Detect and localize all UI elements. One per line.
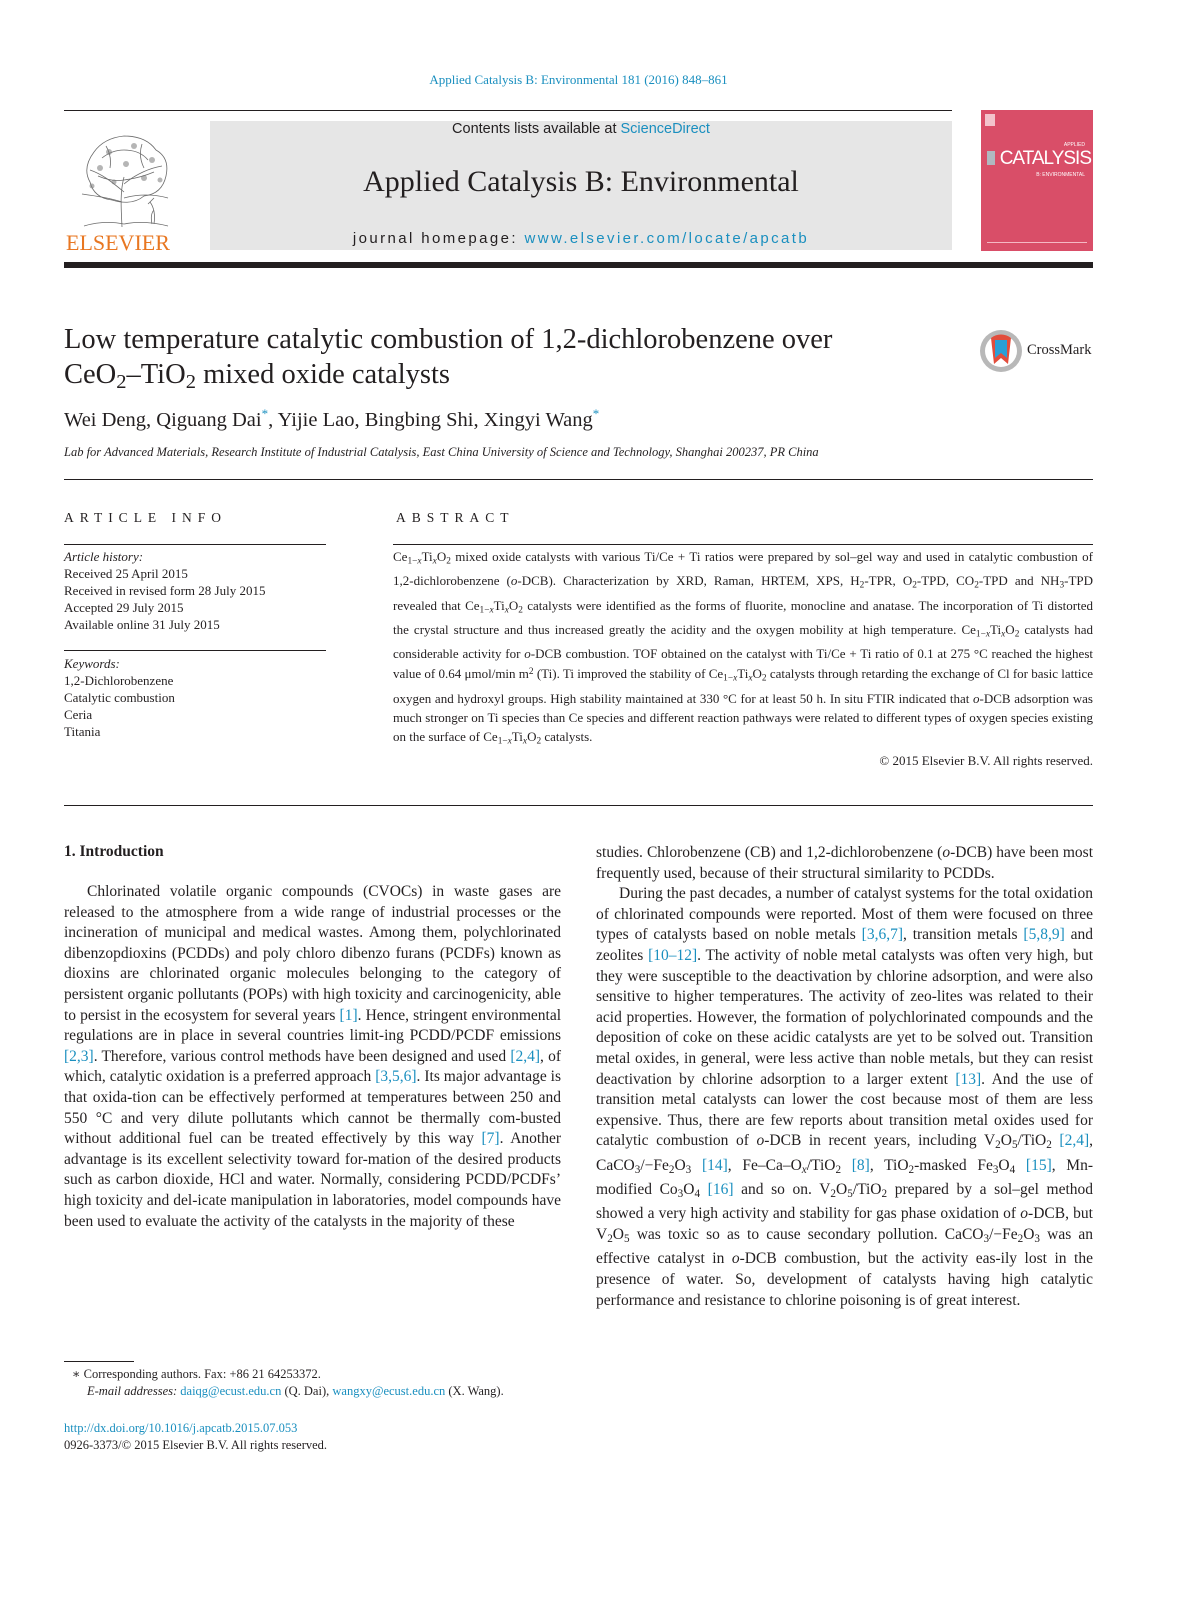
citation-link[interactable]: [2,4]	[510, 1047, 541, 1065]
citation-link[interactable]: [2,3]	[64, 1047, 94, 1065]
cover-subtitle: B: ENVIRONMENTAL	[1036, 172, 1085, 178]
abstract-body: $Ce_{1-x}Ti_xO_2$ mixed oxide catalysts with various Ti/Ce + Ti ratios were prepared by sol–gel way and used in catalytic combustion of 1,2-dichlorobenzene (o-DCB). Characterization by XRD, Raman, HRTEM, XPS, $H_2$-TPR, $O_2$-TPD, $CO_2$-TPD and $NH_3$-TPD revealed that $Ce_{1-x}Ti_xO_2$ catalysts were identified as the forms of fluorite, monocline and anatase. The incorporation of Ti distorted the crystal structure and thus increased greatly the acidity and the oxygen mobility at high temperature. $Ce_{1-x}Ti_xO_2$ catalysts had considerable activity for o-DCB combustion. TOF obtained on the catalyst with Ti/Ce + Ti ratio of 0.1 at 275 °C reached the highest value of 0.64 μmol/min $m^2$ (Ti). Ti improved the stability of $Ce_{1-x}Ti_xO_2$ catalysts through retarding the exchange of Cl for basic lattice oxygen and hydroxyl groups. High stability maintained at 330 °C for at least 50 h. In situ FTIR indicated that o-DCB adsorption was much stronger on Ti species than Ce species and different reaction pathways were related to different types of oxygen species existing on the surface of $Ce_{1-x}Ti_xO_2$ catalysts. © 2015 Elsevier B.V. All rights reserved.	[393, 549, 1094, 769]
elsevier-tree-icon	[64, 122, 184, 254]
journal-name: Applied Catalysis B: Environmental	[363, 165, 799, 198]
contents-prefix: Contents lists available at	[452, 121, 621, 137]
keyword-item: Titania	[64, 724, 101, 739]
corresponding-footnote: ∗ Corresponding authors. Fax: +86 21 64253372.	[72, 1367, 321, 1381]
email-footnote: E-mail addresses: daiqg@ecust.edu.cn (Q. Dai), wangxy@ecust.edu.cn (X. Wang).	[87, 1384, 504, 1398]
citation-link[interactable]: [5,8,9]	[1023, 926, 1065, 944]
citation-link[interactable]: [10–12]	[648, 946, 698, 964]
citation-link[interactable]: [2,4]	[1059, 1132, 1090, 1150]
doi-block	[64, 1420, 327, 1454]
info-rule	[64, 544, 326, 545]
email-link-dai[interactable]: daiqg@ecust.edu.cn	[180, 1384, 282, 1398]
header-top-rule	[64, 110, 952, 111]
contents-line	[210, 121, 952, 137]
keywords-label: Keywords:	[64, 656, 120, 671]
intro-paragraph: studies. Chlorobenzene (CB) and 1,2-dichlorobenzene (o-DCB) have been most frequently used, because of their structural similarity to PCDDs.	[596, 844, 1093, 882]
info-rule	[64, 650, 326, 651]
doi-link[interactable]: http://dx.doi.org/10.1016/j.apcatb.2015.07.053	[64, 1421, 298, 1435]
keyword-item: 1,2-Dichlorobenzene	[64, 673, 174, 688]
abstract-rule	[393, 544, 1093, 545]
email-link-wang[interactable]: wangxy@ecust.edu.cn	[332, 1384, 446, 1398]
cover-small-text: APPLIED	[1063, 142, 1085, 148]
abstract-heading: ABSTRACT	[396, 510, 515, 525]
intro-paragraph: Chlorinated volatile organic compounds (CVOCs) in waste gases are released to the atmosphere from a wide range of industrial processes or the incineration of municipal and medical wastes. Among them, polychlorinated dibenzopdioxins (PCDDs) and poly chloro dibenzo furans (PCDFs) known as dioxins are chlorinated organic molecules belonging to the category of persistent organic pollutants (POPs) with high toxicity and carcinogenicity, able to persist in the ecosystem for several years [1]. Hence, stringent environmental regulations are in place in several countries limit-ing PCDD/PCDF emissions [2,3]. Therefore, various control methods have been designed and used [2,4], of which, catalytic oxidation is a preferred approach [3,5,6]. Its major advantage is that oxida-tion can be effectively performed at temperatures between 250 and 550 °C and very dilute pollutants which cannot be thermally com-busted without additional fuel can be treated effectively by this way [7]. Another advantage is its excellent selectivity toward for-mation of the desired products such as carbon dioxide, HCl and water. Normally, considering PCDD/PCDFs’ high toxicity and del-icate manipulation in laboratories, model compounds have been used to evaluate the activity of the catalysts in the majority of these	[64, 883, 562, 1230]
citation-link[interactable]: [16]	[707, 1181, 734, 1199]
header-thick-rule	[64, 262, 1093, 268]
abstract-copyright: © 2015 Elsevier B.V. All rights reserved.	[879, 753, 1093, 769]
journal-reference[interactable]: Applied Catalysis B: Environmental 181 (2016) 848–861	[429, 72, 728, 87]
sciencedirect-link[interactable]: ScienceDirect	[620, 121, 710, 137]
elsevier-logo[interactable]	[64, 122, 184, 254]
intro-left-column	[64, 882, 561, 1232]
history-item: Received in revised form 28 July 2015	[64, 583, 266, 598]
keyword-item: Ceria	[64, 707, 93, 722]
section-heading-introduction: 1. Introduction	[64, 843, 164, 860]
crossmark-icon	[978, 328, 1024, 374]
corresponding-mark[interactable]: *	[592, 406, 600, 421]
citation-link[interactable]: [13]	[955, 1070, 982, 1088]
citation-link[interactable]: [8]	[851, 1156, 870, 1174]
keywords	[64, 655, 326, 740]
issn-line: 0926-3373/© 2015 Elsevier B.V. All rights reserved.	[64, 1438, 328, 1452]
author-list	[64, 406, 599, 432]
cover-title: CATALYSIS	[999, 148, 1091, 169]
intro-right-column	[596, 843, 1093, 1311]
footnote-block	[64, 1366, 561, 1400]
title-line-2: CeO$_2$–TiO$_2$ mixed oxide catalysts	[64, 359, 451, 394]
footnote-rule	[64, 1361, 134, 1362]
corresponding-mark[interactable]: *	[261, 406, 269, 421]
title-line-1: Low temperature catalytic combustion of 1,2-dichlorobenzene over	[64, 324, 833, 355]
citation-link[interactable]: [15]	[1025, 1156, 1052, 1174]
citation-link[interactable]: [3,5,6]	[375, 1068, 417, 1086]
homepage-link[interactable]: www.elsevier.com/locate/apcatb	[524, 230, 810, 247]
cover-rule	[987, 242, 1087, 243]
history-item: Accepted 29 July 2015	[64, 600, 184, 615]
article-title	[64, 322, 944, 400]
authors-part-1: Wei Deng, Qiguang Dai	[64, 408, 262, 431]
affiliation: Lab for Advanced Materials, Research Institute of Industrial Catalysis, East China University of Science and Technology, Shanghai 200237, PR China	[64, 445, 819, 459]
cover-logo-icon	[985, 114, 995, 126]
intro-paragraph: During the past decades, a number of catalyst systems for the total oxidation of chlorinated compounds were reported. Most of them were focused on three types of catalysts based on noble metals [3,6,7], transition metals [5,8,9] and zeolites [10–12]. The activity of noble metal catalysts was often very high, but they were susceptible to the deactivation by chlorine adsorption, and were also sensitive to higher temperatures. The activity of zeo-lites was related to their acid properties. However, the formation of polychlorinated compounds and the deposition of coke on these acidic catalysts are yet to be solved out. Transition metal oxides, in general, were less active than noble metals, but they can resist deactivation by chlorine adsorption to a larger extent [13]. And the use of transition metal catalysts can lower the cost because most of them are less expensive. Thus, there are few reports about transition metal oxides used for catalytic combustion of o-DCB in recent years, including $V_2O_5/TiO_2$ [2,4], $CaCO_3/-Fe_2O_3$ [14], $Fe-Ca-O_x/TiO_2$ [8], TiO$_2$-masked $Fe_3O_4$ [15], Mn-modified $Co_3O_4$ [16] and so on. $V_2O_5/TiO_2$ prepared by a sol–gel method showed a very high activity and stability for gas phase oxidation of o-DCB, but $V_2O_5$ was toxic so as to cause secondary pollution. $CaCO_3/-Fe_2O_3$ was an effective catalyst in o-DCB combustion, but the activity eas-ily lost in the presence of water. So, development of catalysts having high catalytic performance and resistance to chlorine poisoning is of great interest.	[596, 885, 1094, 1309]
journal-cover[interactable]	[981, 110, 1093, 251]
homepage-line	[210, 230, 952, 247]
crossmark-badge[interactable]	[978, 328, 1098, 374]
elsevier-wordmark: ELSEVIER	[66, 230, 170, 254]
keyword-item: Catalytic combustion	[64, 690, 175, 705]
section-divider	[64, 805, 1093, 806]
footnote-star: ∗	[72, 1367, 84, 1381]
citation-link[interactable]: [1]	[339, 1006, 358, 1024]
crossmark-label: CrossMark	[1027, 342, 1092, 358]
history-label: Article history:	[64, 549, 144, 564]
article-info-heading: ARTICLE INFO	[64, 510, 228, 525]
article-history	[64, 548, 326, 633]
history-item: Available online 31 July 2015	[64, 617, 220, 632]
citation-link[interactable]: [3,6,7]	[861, 926, 903, 944]
history-item: Received 25 April 2015	[64, 566, 188, 581]
cover-emblem-icon	[987, 151, 995, 165]
citation-link[interactable]: [7]	[481, 1130, 500, 1148]
citation-link[interactable]: [14]	[701, 1156, 728, 1174]
section-divider	[64, 479, 1093, 480]
homepage-prefix: journal homepage:	[352, 230, 525, 247]
authors-part-2: , Yijie Lao, Bingbing Shi, Xingyi Wang	[268, 408, 593, 431]
